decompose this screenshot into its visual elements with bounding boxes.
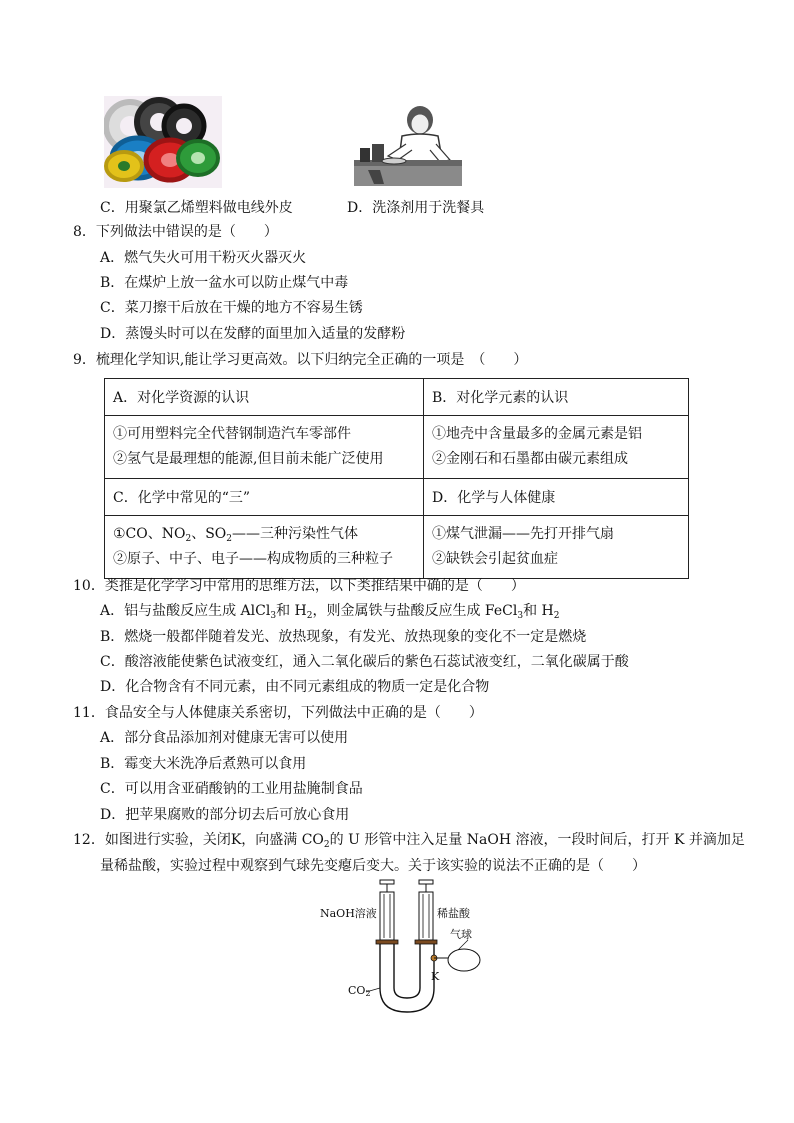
balloon-label: 气球: [450, 928, 472, 941]
wire-coils-illustration: [104, 96, 222, 188]
question-10-option-a: A．铝与盐酸反应生成 AlCl$_3$和 $H_2$，则金属铁与盐酸反应生成 FeCl$_3$和 $H_2$: [100, 603, 560, 621]
u-tube: [380, 944, 434, 1012]
table-cell-d-head: D．化学与人体健康: [424, 479, 689, 516]
right-syringe: [415, 880, 437, 944]
left-syringe: [376, 880, 398, 944]
balloon: [448, 949, 480, 971]
table-cell-b-head: B．对化学元素的认识: [424, 379, 689, 416]
question-11-option-d: D．把苹果腐败的部分切去后可放心食用: [100, 807, 350, 823]
question-10-option-b: B．燃烧一般都伴随着发光、放热现象，有发光、放热现象的变化不一定是燃烧: [100, 629, 587, 645]
valve-k-label: K: [431, 970, 440, 983]
table-cell-b-body: [424, 416, 689, 479]
u-tube-apparatus-diagram: [318, 878, 488, 1016]
table-a-item-2: ②氢气是最理想的能源,但目前未能广泛使用: [113, 451, 384, 467]
knowledge-table: [104, 378, 689, 579]
question-10-option-d: D．化合物含有不同元素，由不同元素组成的物质一定是化合物: [100, 679, 490, 695]
question-10-option-c: C．酸溶液能使紫色试液变红，通入二氧化碳后的紫色石蕊试液变红，二氧化碳属于酸: [100, 654, 629, 670]
table-c-item-1: ①CO、$NO_2$、$SO_2——$三种污染性气体: [113, 526, 359, 544]
dishwashing-image: [354, 104, 462, 186]
question-9-stem: 9．梳理化学知识,能让学习更高效。以下归纳完全正确的一项是 （ ）: [73, 352, 528, 368]
naoh-solution-label: NaOH溶液: [320, 907, 377, 920]
question-11-option-a: A．部分食品添加剂对健康无害可以使用: [100, 730, 349, 746]
table-d-item-2: ②缺铁会引起贫血症: [432, 551, 558, 567]
table-cell-d-body: [424, 516, 689, 579]
dishwashing-illustration: [354, 104, 462, 186]
table-c-item-2: ②原子、中子、电子——构成物质的三种粒子: [113, 551, 393, 567]
table-cell-a-head: A．对化学资源的认识: [105, 379, 424, 416]
question-8-option-a: A．燃气失火可用干粉灭火器灭火: [100, 250, 307, 266]
wire-coils-image: [104, 96, 222, 188]
table-b-item-2: ②金刚石和石墨都由碳元素组成: [432, 451, 628, 467]
image-caption-c: C．用聚氯乙烯塑料做电线外皮: [100, 200, 293, 216]
question-8-stem: 8．下列做法中错误的是（ ）: [73, 224, 278, 240]
table-a-item-1: ①可用塑料完全代替钢制造汽车零部件: [113, 426, 351, 442]
table-cell-c-body: [105, 516, 424, 579]
question-11-stem: 11．食品安全与人体健康关系密切，下列做法中正确的是（ ）: [73, 705, 483, 721]
image-caption-d: D．洗涤剂用于洗餐具: [347, 200, 485, 216]
table-cell-c-head: C．化学中常见的“三”: [105, 479, 424, 516]
question-12-stem-line-1: 12．如图进行实验，关闭K，向盛满 $CO_2$的 U 形管中注入足量 NaOH 溶液，一段时间后，打开 K 并滴加足: [73, 832, 745, 850]
question-8-option-d: D．蒸馒头时可以在发酵的面里加入适量的发酵粉: [100, 326, 406, 342]
question-11-option-b: B．霉变大米洗净后煮熟可以食用: [100, 756, 307, 772]
table-b-item-1: ①地壳中含量最多的金属元素是铝: [432, 426, 642, 442]
table-d-item-1: ①煤气泄漏——先打开排气扇: [432, 526, 614, 542]
table-cell-a-body: [105, 416, 424, 479]
question-8-option-b: B．在煤炉上放一盆水可以防止煤气中毒: [100, 275, 349, 291]
question-10-stem: 10．类推是化学学习中常用的思维方法，以下类推结果中确的是（ ）: [73, 578, 525, 594]
apparatus-drawing: [318, 878, 488, 1016]
question-11-option-c: C．可以用含亚硝酸钠的工业用盐腌制食品: [100, 781, 363, 797]
question-8-option-c: C．菜刀擦干后放在干燥的地方不容易生锈: [100, 300, 363, 316]
dilute-hcl-label: 稀盐酸: [437, 907, 470, 920]
question-12-stem-line-2: 量稀盐酸，实验过程中观察到气球先变瘪后变大。关于该实验的说法不正确的是（ ）: [100, 858, 646, 874]
co2-label: CO2: [348, 984, 371, 998]
